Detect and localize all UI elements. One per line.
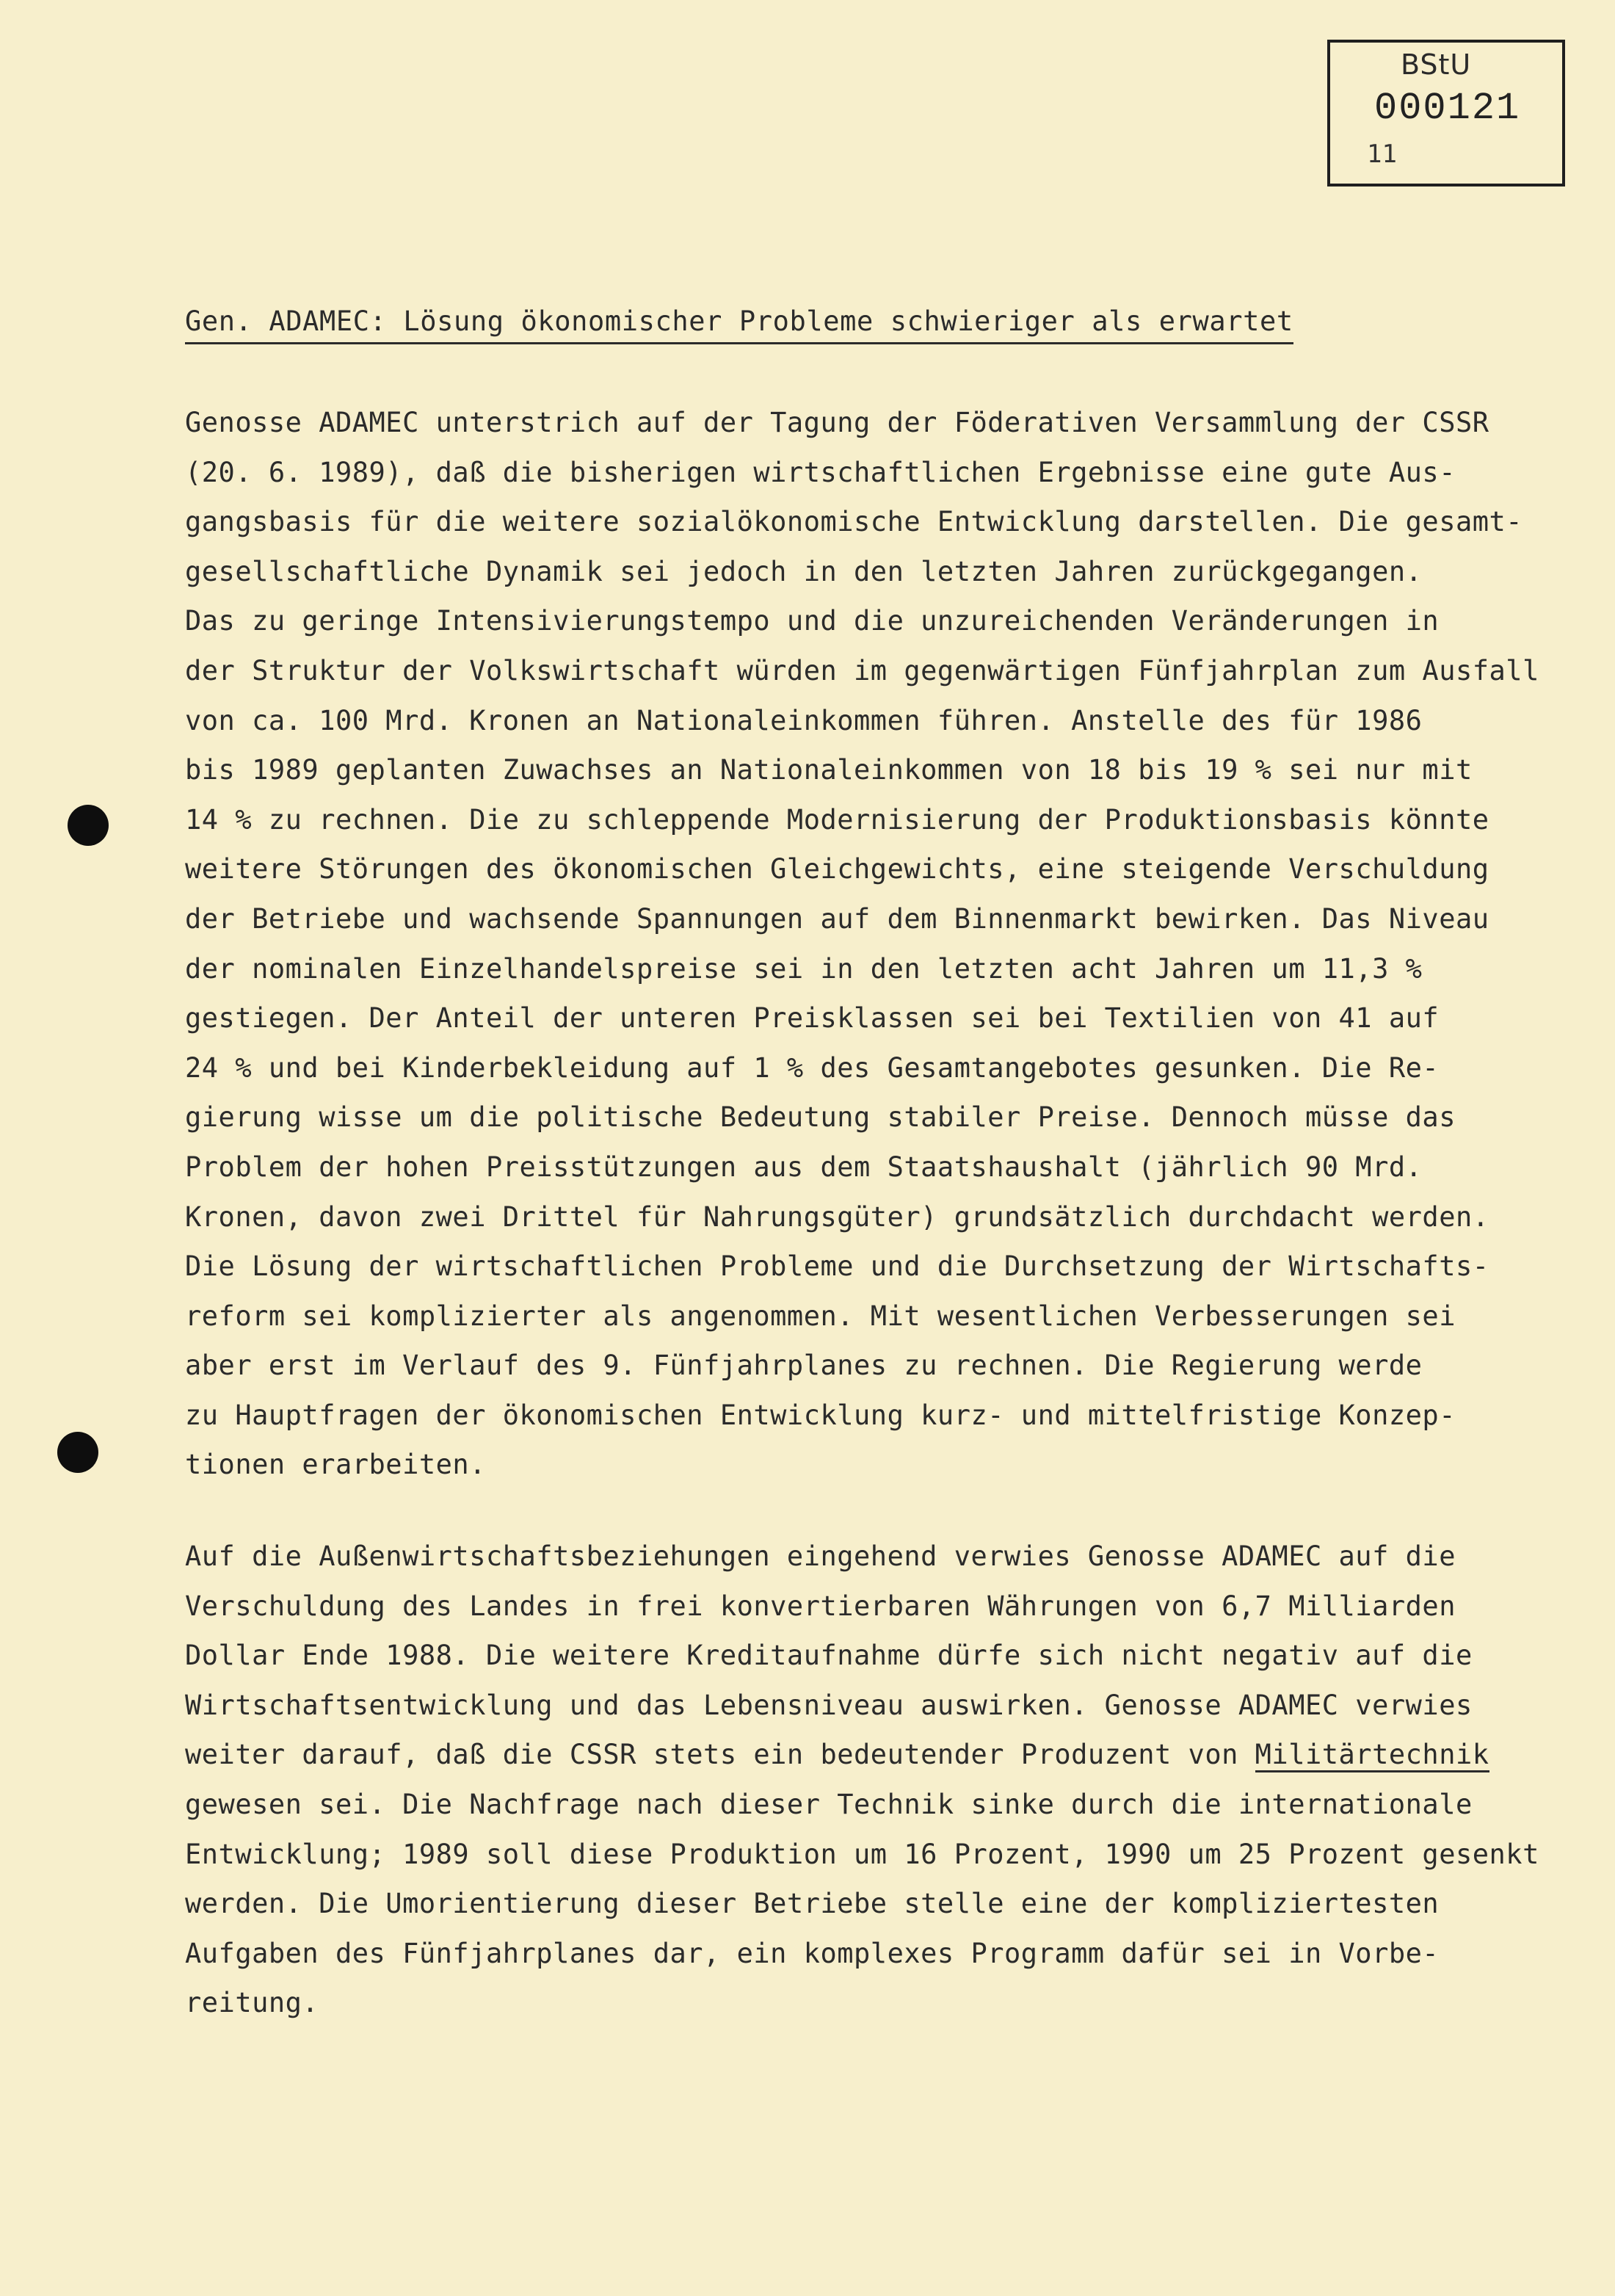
text-line: Problem der hohen Preisstützungen aus dem Staatshaushalt (jährlich 90 Mrd. (185, 1151, 1423, 1183)
text-line: werden. Die Umorientierung dieser Betriebe stelle eine der kompliziertesten (185, 1888, 1440, 1920)
paragraph-domestic-economy (185, 398, 1550, 1490)
text-line-with-underline (185, 1730, 1550, 1780)
text-line: bis 1989 geplanten Zuwachses an Nationaleinkommen von 18 bis 19 % sei nur mit (185, 754, 1473, 786)
stamp-document-number: 000121 (1374, 87, 1521, 130)
text-line: zu Hauptfragen der ökonomischen Entwicklung kurz- und mittelfristige Konzep- (185, 1399, 1456, 1431)
text-line: gestiegen. Der Anteil der unteren Preisklassen sei bei Textilien von 41 auf (185, 1002, 1440, 1035)
text-line: Dollar Ende 1988. Die weitere Kreditaufnahme dürfe sich nicht negativ auf die (185, 1640, 1473, 1672)
text-line: weitere Störungen des ökonomischen Gleichgewichts, eine steigende Verschuldung (185, 853, 1489, 886)
text-line: 24 % und bei Kinderbekleidung auf 1 % des Gesamtangebotes gesunken. Die Re- (185, 1051, 1440, 1084)
punch-hole-upper (68, 805, 109, 846)
text-line: Das zu geringe Intensivierungstempo und die unzureichenden Veränderungen in (185, 605, 1440, 637)
paragraph-foreign-trade (185, 1532, 1550, 2028)
archive-stamp (1327, 40, 1565, 186)
text-line: (20. 6. 1989), daß die bisherigen wirtschaftlichen Ergebnisse eine gute Aus- (185, 456, 1456, 488)
punch-hole-lower (57, 1432, 98, 1473)
stamp-page-number: 11 (1367, 140, 1397, 169)
text-line: gierung wisse um die politische Bedeutung stabiler Preise. Dennoch müsse das (185, 1101, 1456, 1134)
text-line: der Betriebe und wachsende Spannungen auf dem Binnenmarkt bewirken. Das Niveau (185, 902, 1489, 935)
text-line: gesellschaftliche Dynamik sei jedoch in den letzten Jahren zurückgegangen. (185, 555, 1423, 587)
text-segment: weiter darauf, daß die CSSR stets ein bedeutender Produzent von (185, 1739, 1255, 1771)
text-line: Die Lösung der wirtschaftlichen Probleme und die Durchsetzung der Wirtschafts- (185, 1250, 1489, 1283)
text-line: reitung. (185, 1987, 319, 2019)
text-line: von ca. 100 Mrd. Kronen an Nationaleinkommen führen. Anstelle des für 1986 (185, 704, 1423, 736)
text-line: aber erst im Verlauf des 9. Fünfjahrplanes zu rechnen. Die Regierung werde (185, 1350, 1423, 1382)
text-line: gangsbasis für die weitere sozialökonomische Entwicklung darstellen. Die gesamt- (185, 506, 1523, 538)
underlined-term: Militärtechnik (1255, 1739, 1489, 1772)
text-line: gewesen sei. Die Nachfrage nach dieser Technik sinke durch die internationale (185, 1788, 1473, 1820)
text-line: der nominalen Einzelhandelspreise sei in den letzten acht Jahren um 11,3 % (185, 952, 1423, 985)
text-line: Verschuldung des Landes in frei konvertierbaren Währungen von 6,7 Milliarden (185, 1590, 1456, 1622)
text-line: 14 % zu rechnen. Die zu schleppende Modernisierung der Produktionsbasis könnte (185, 803, 1489, 836)
text-line: Entwicklung; 1989 soll diese Produktion um 16 Prozent, 1990 um 25 Prozent gesenkt (185, 1838, 1539, 1870)
text-line: Aufgaben des Fünfjahrplanes dar, ein komplexes Programm dafür sei in Vorbe- (185, 1937, 1440, 1969)
text-line: Auf die Außenwirtschaftsbeziehungen eingehend verwies Genosse ADAMEC auf die (185, 1540, 1456, 1572)
document-heading: Gen. ADAMEC: Lösung ökonomischer Probleme schwieriger als erwartet (185, 304, 1293, 344)
text-line: Genosse ADAMEC unterstrich auf der Tagung der Föderativen Versammlung der CSSR (185, 407, 1489, 438)
text-line: Kronen, davon zwei Drittel für Nahrungsgüter) grundsätzlich durchdacht werden. (185, 1200, 1489, 1233)
text-line: tionen erarbeiten. (185, 1449, 486, 1481)
text-line: der Struktur der Volkswirtschaft würden im gegenwärtigen Fünfjahrplan zum Ausfall (185, 654, 1539, 687)
stamp-archive-label: BStU (1401, 48, 1472, 81)
text-line: reform sei komplizierter als angenommen. Mit wesentlichen Verbesserungen sei (185, 1300, 1456, 1332)
text-line: Wirtschaftsentwicklung und das Lebensniveau auswirken. Genosse ADAMEC verwies (185, 1689, 1473, 1721)
